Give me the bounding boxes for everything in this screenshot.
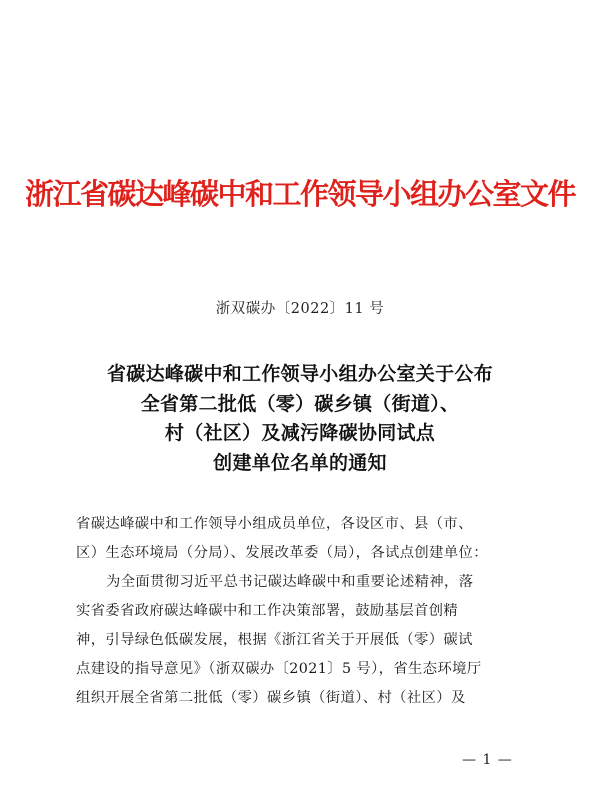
notice-title-line: 村（社区）及减污降碳协同试点 (164, 422, 436, 444)
body-line: 神，引导绿色低碳发展，根据《浙江省关于开展低（零）碳试 (76, 632, 473, 648)
document-body (76, 510, 528, 713)
body-line: 为全面贯彻习近平总书记碳达峰碳中和重要论述精神，落 (106, 574, 474, 590)
body-line: 实省委省政府碳达峰碳中和工作决策部署，鼓励基层首创精 (76, 603, 459, 619)
document-header-title: 浙江省碳达峰碳中和工作领导小组办公室文件 (24, 177, 575, 211)
notice-title-line: 全省第二批低（零）碳乡镇（街道）、 (140, 392, 460, 415)
body-line: 点建设的指导意见》（浙双碳办〔2021〕5 号），省生态环境厅 (76, 661, 482, 677)
notice-title-line: 省碳达峰碳中和工作领导小组办公室关于公布 (106, 363, 493, 385)
notice-title-line: 创建单位名单的通知 (213, 451, 387, 474)
document-number: 浙双碳办〔2022〕11 号 (215, 301, 385, 317)
body-line: 省碳达峰碳中和工作领导小组成员单位，各设区市、县（市、 (76, 516, 473, 532)
main-paragraph (76, 568, 528, 713)
page-number: — 1 — (462, 752, 513, 768)
body-line: 区）生态环境局（分局）、发展改革委（局），各试点创建单位： (76, 545, 488, 561)
body-line: 组织开展全省第二批低（零）碳乡镇（街道）、村（社区）及 (76, 690, 466, 706)
notice-title (0, 360, 600, 478)
recipients-paragraph (76, 510, 528, 568)
